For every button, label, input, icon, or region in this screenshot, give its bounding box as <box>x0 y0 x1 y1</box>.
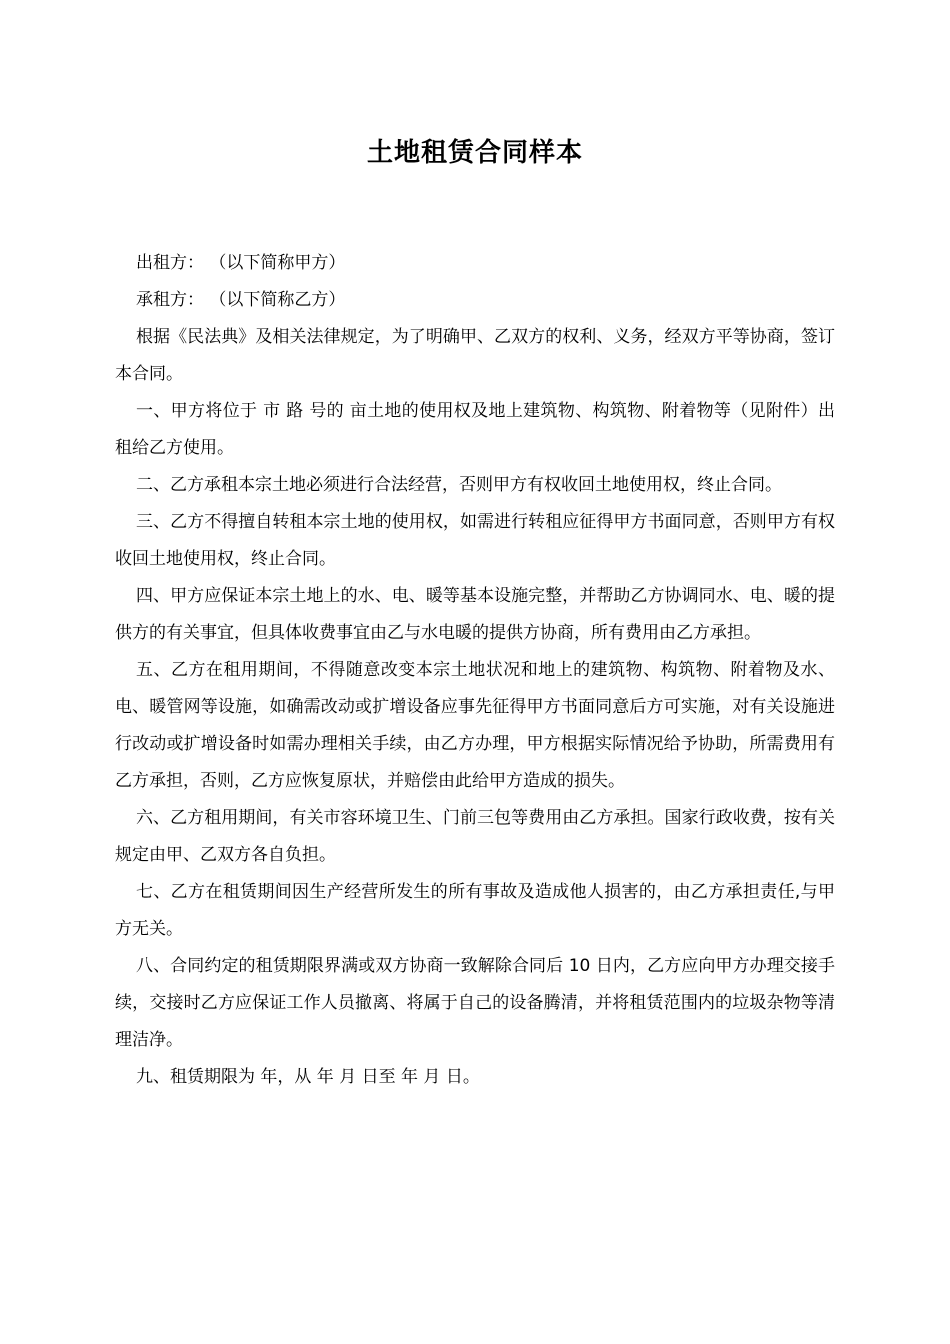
clause-6: 六、乙方租用期间，有关市容环境卫生、门前三包等费用由乙方承担。国家行政收费，按有关规定由甲、乙双方各自负担。 <box>115 808 835 865</box>
document-title: 土地租赁合同样本 <box>366 138 583 168</box>
lessor-line: 出租方： （以下简称甲方） <box>136 253 346 273</box>
clause-1: 一、甲方将位于 市 路 号的 亩土地的使用权及地上建筑物、构筑物、附着物等（见附件）出租给乙方使用。 <box>115 401 835 458</box>
lessee-line: 承租方： （以下简称乙方） <box>136 290 346 310</box>
clause-9: 九、租赁期限为 年，从 年 月 日至 年 月 日。 <box>136 1067 480 1087</box>
clause-4: 四、甲方应保证本宗土地上的水、电、暖等基本设施完整，并帮助乙方协调同水、电、暖的提供方的有关事宜，但具体收费事宜由乙与水电暖的提供方协商，所有费用由乙方承担。 <box>115 586 835 643</box>
preamble-paragraph: 根据《民法典》及相关法律规定，为了明确甲、乙双方的权利、义务，经双方平等协商，签订本合同。 <box>115 327 835 384</box>
document-body <box>115 245 835 1096</box>
clause-5: 五、乙方在租用期间，不得随意改变本宗土地状况和地上的建筑物、构筑物、附着物及水、电、暖管网等设施，如确需改动或扩增设备应事先征得甲方书面同意后方可实施，对有关设施进行改动或扩增设备时如需办理相关手续，由乙方办理，甲方根据实际情况给予协助，所需费用有乙方承担，否则，乙方应恢复原状，并赔偿由此给甲方造成的损失。 <box>115 660 835 791</box>
clause-2: 二、乙方承租本宗土地必须进行合法经营，否则甲方有权收回土地使用权，终止合同。 <box>136 475 782 495</box>
clause-8: 八、合同约定的租赁期限界满或双方协商一致解除合同后 10 日内，乙方应向甲方办理交接手续，交接时乙方应保证工作人员撤离、将属于自己的设备腾清，并将租赁范围内的垃圾杂物等清理洁净。 <box>115 956 835 1050</box>
clause-3: 三、乙方不得擅自转租本宗土地的使用权，如需进行转租应征得甲方书面同意，否则甲方有权收回土地使用权，终止合同。 <box>115 512 835 569</box>
clause-7: 七、乙方在租赁期间因生产经营所发生的所有事故及造成他人损害的，由乙方承担责任,与甲方无关。 <box>115 882 835 939</box>
